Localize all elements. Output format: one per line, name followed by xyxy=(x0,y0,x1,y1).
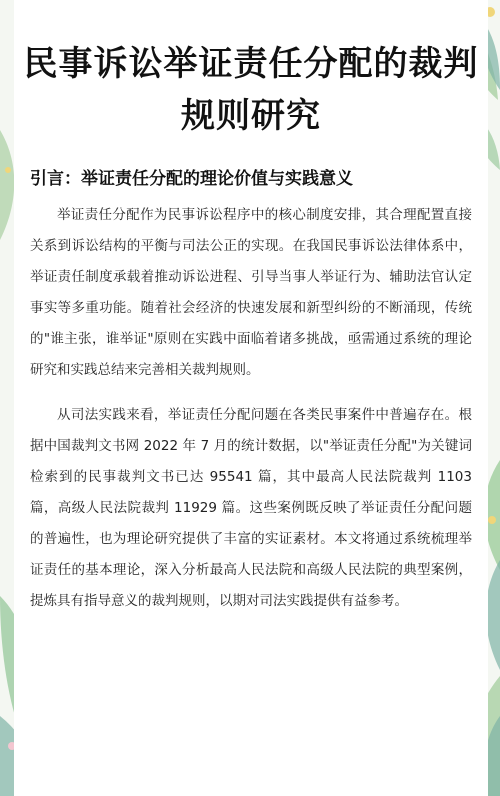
title-line-1: 民事诉讼举证责任分配的裁判 xyxy=(23,44,479,84)
paragraph-1: 举证责任分配作为民事诉讼程序中的核心制度安排，其合理配置直接关系到诉讼结构的平衡与司法公正的实现。在我国民事诉讼法律体系中，举证责任制度承载着推动诉讼进程、引导当事人举证行为、辅助法官认定事实等多重功能。随着社会经济的快速发展和新型纠纷的不断涌现，传统的"谁主张，谁举证"原则在实践中面临着诸多挑战，亟需通过系统的理论研究和实践总结来完善相关裁判规则。 xyxy=(30,207,472,378)
section-heading: 引言：举证责任分配的理论价值与实践意义 xyxy=(30,169,353,189)
title-line-2: 规则研究 xyxy=(181,96,321,136)
paragraph-2: 从司法实践来看，举证责任分配问题在各类民事案件中普遍存在。根据中国裁判文书网 2022 年 7 月的统计数据，以"举证责任分配"为关键词检索到的民事裁判文书已达 95541 篇，其中最高人民法院裁判 1103 篇，高级人民法院裁判 11929 篇。这些案例既反映了举证责任分配问题的普遍性，也为理论研究提供了丰富的实证素材。本文将通过系统梳理举证责任的基本理论，深入分析最高人民法院和高级人民法院的典型案例，提炼具有指导意义的裁判规则，以期对司法实践提供有益参考。 xyxy=(30,407,472,609)
document-page xyxy=(14,0,488,796)
document-title xyxy=(14,38,488,142)
document-body xyxy=(30,200,472,631)
